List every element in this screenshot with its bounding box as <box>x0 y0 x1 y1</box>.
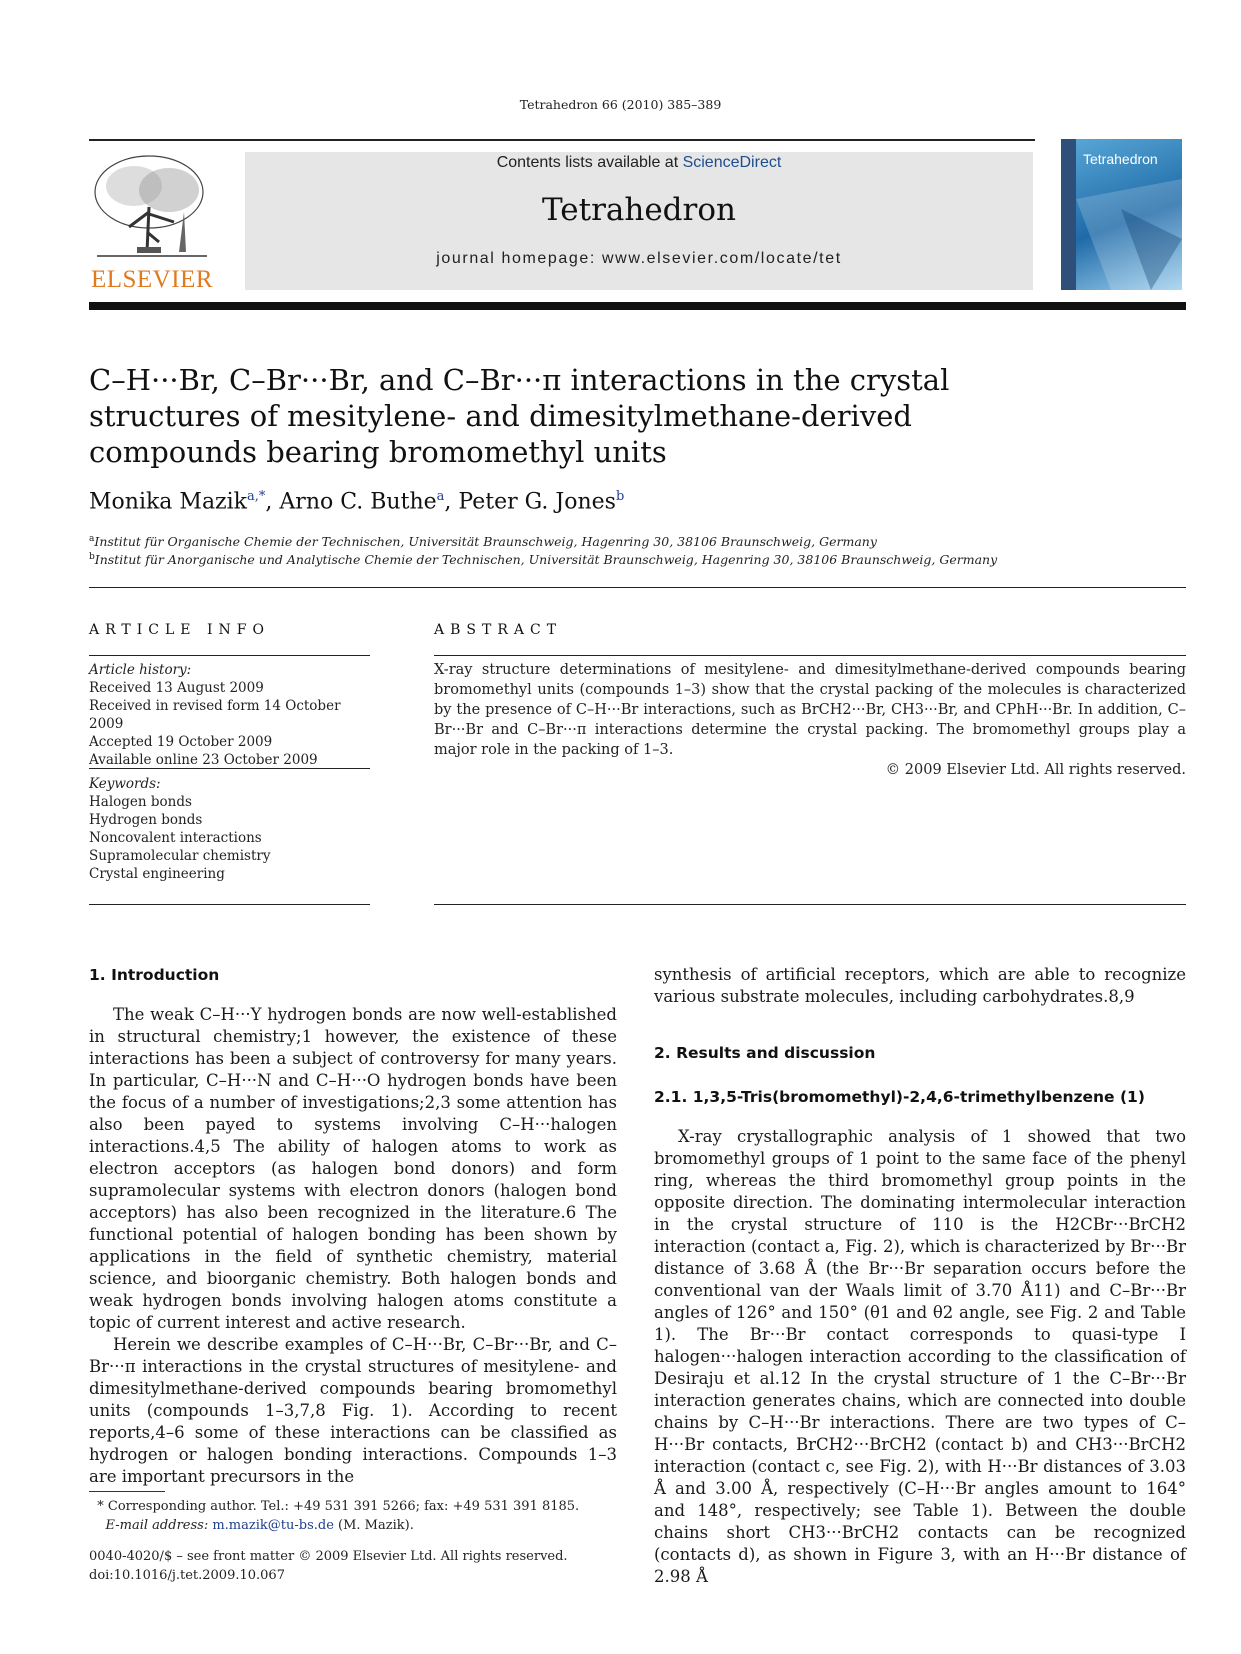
journal-banner <box>245 152 1033 290</box>
section-heading: 2. Results and discussion <box>654 1044 876 1062</box>
author-affil-mark[interactable]: a,* <box>247 489 266 504</box>
author-name: Peter G. Jones <box>458 489 616 515</box>
email-link[interactable]: m.mazik@tu-bs.de <box>212 1518 334 1533</box>
keyword: Noncovalent interactions <box>89 830 262 846</box>
keywords-label: Keywords: <box>89 776 161 792</box>
author-name: Monika Mazik <box>89 489 248 515</box>
email-label: E-mail address: <box>105 1518 213 1533</box>
contents-prefix: Contents lists available at <box>496 154 683 171</box>
author-name: Arno C. Buthe <box>279 489 437 515</box>
divider <box>434 655 1186 656</box>
history-item: Received in revised form 14 October 2009 <box>89 698 341 732</box>
article-history <box>89 661 370 769</box>
affiliation: $^a$Institut für Organische Chemie der Technischen, Universität Braunschweig, Hagenring 30, 38106 Braunschweig, Germany <box>89 534 877 550</box>
front-matter <box>89 1547 568 1585</box>
history-item: Accepted 19 October 2009 <box>89 734 273 750</box>
section-heading: 1. Introduction <box>89 966 220 984</box>
divider <box>434 904 1186 905</box>
footnote-rule <box>89 1491 165 1492</box>
keyword: Supramolecular chemistry <box>89 848 271 864</box>
abstract-copyright: © 2009 Elsevier Ltd. All rights reserved. <box>885 762 1186 778</box>
keyword: Halogen bonds <box>89 794 192 810</box>
divider <box>89 587 1186 588</box>
history-label: Article history: <box>89 662 192 678</box>
paragraph: The weak C–H···Y hydrogen bonds are now well-established in structural chemistry;1 however, the existence of these interactions has been a subject of controversy for many years. In particular, C–H···N and C–H···O hydrogen bonds have been the focus of a number of investigations;2,3 some attention has also been payed to systems involving C–H···halogen interactions.4,5 The ability of halogen atoms to work as electron acceptors (as halogen bond donors) and form supramolecular systems with electron donors (halogen bond acceptors) has also been recognized in the literature.6 The functional potential of halogen bonding has been shown by applications in the field of synthetic chemistry, material science, and bioorganic chemistry. Both halogen bonds and weak hydrogen bonds involving halogen atoms constitute a topic of current interest and active research. <box>89 1005 617 1332</box>
email-suffix: (M. Mazik). <box>333 1518 414 1533</box>
keyword: Crystal engineering <box>89 866 225 882</box>
doi-line[interactable]: doi:10.1016/j.tet.2009.10.067 <box>89 1568 285 1583</box>
divider <box>89 904 370 905</box>
author-affil-mark[interactable]: a <box>436 489 445 504</box>
footnote <box>89 1497 579 1535</box>
history-item: Available online 23 October 2009 <box>89 752 318 768</box>
keyword: Hydrogen bonds <box>89 812 203 828</box>
abstract-text: X-ray structure determinations of mesitylene- and dimesitylmethane-derived compounds bearing bromomethyl units (compounds 1–3) show that the crystal packing of the molecules is characterized by the presence of C–H···Br interactions, such as BrCH2···Br, CH3···Br, and CPhH···Br. In addition, C–Br···Br and C–Br···π interactions determine the crystal packing. The bromomethyl groups play a major role in the packing of 1–3. <box>434 662 1186 758</box>
sciencedirect-link[interactable]: ScienceDirect <box>682 154 782 171</box>
corresponding-author-note: * Corresponding author. Tel.: +49 531 391 5266; fax: +49 531 391 8185. <box>89 1499 580 1514</box>
subsection-heading: 2.1. 1,3,5-Tris(bromomethyl)-2,4,6-trimethylbenzene (1) <box>654 1088 1145 1106</box>
tree-icon <box>89 152 215 264</box>
cover-title: Tetrahedron <box>1083 151 1158 167</box>
affiliation: $^b$Institut für Anorganische und Analytische Chemie der Technischen, Universität Braunschweig, Hagenring 30, 38106 Braunschweig, Germany <box>89 552 998 568</box>
journal-cover[interactable] <box>1061 139 1182 290</box>
abstract-heading: ABSTRACT <box>434 622 563 638</box>
elsevier-logo[interactable] <box>89 152 215 294</box>
keywords <box>89 775 370 883</box>
article-title: C–H···Br, C–Br···Br, and C–Br···π interactions in the crystal structures of mesitylene- and dimesitylmethane-derived compounds bearing bromomethyl units <box>89 363 950 469</box>
article-info-heading: ARTICLE INFO <box>89 622 270 638</box>
paragraph: synthesis of artificial receptors, which are able to recognize various substrate molecules, including carbohydrates.8,9 <box>654 965 1186 1006</box>
issn-line: 0040-4020/$ – see front matter © 2009 Elsevier Ltd. All rights reserved. <box>89 1549 568 1564</box>
paragraph: Herein we describe examples of C–H···Br, C–Br···Br, and C–Br···π interactions in the crystal structures of mesitylene- and dimesitylmethane-derived compounds bearing bromomethyl units (compounds 1–3,7,8 Fig. 1). According to recent reports,4–6 some of these interactions can be classified as hydrogen or halogen bonding interactions. Compounds 1–3 are important precursors in the <box>89 1335 617 1486</box>
author-list: Monika Mazik$^{a,*}$, Arno C. Buthe$^a$, Peter G. Jones$^b$ <box>89 489 625 515</box>
elsevier-wordmark: ELSEVIER <box>90 266 214 293</box>
header-bottom-rule <box>89 302 1186 310</box>
divider <box>89 768 370 769</box>
header-top-rule <box>89 139 1035 141</box>
contents-line <box>245 154 1033 172</box>
author-affil-mark[interactable]: b <box>615 489 625 504</box>
journal-homepage[interactable]: journal homepage: www.elsevier.com/locate/tet <box>436 250 842 267</box>
journal-name: Tetrahedron <box>542 192 736 228</box>
divider <box>89 655 370 656</box>
left-column <box>89 964 617 1488</box>
journal-reference: Tetrahedron 66 (2010) 385–389 <box>519 97 722 112</box>
right-column <box>654 964 1186 1588</box>
paragraph: X-ray crystallographic analysis of 1 showed that two bromomethyl groups of 1 point to the same face of the phenyl ring, whereas the third bromomethyl group points in the opposite direction. The dominating intermolecular interaction in the crystal structure of 110 is the H2CBr···BrCH2 interaction (contact a, Fig. 2), which is characterized by Br···Br distance of 3.68 Å (the Br···Br separation occurs before the conventional van der Waals limit of 3.70 Å11) and C–Br···Br angles of 126° and 150° (θ1 and θ2 angle, see Fig. 2 and Table 1). The Br···Br contact corresponds to quasi-type I halogen···halogen interaction according to the classification of Desiraju et al.12 In the crystal structure of 1 the C–Br···Br interaction generates chains, which are connected into double chains by C–H···Br interactions. There are two types of C–H···Br contacts, BrCH2···BrCH2 (contact b) and CH3···BrCH2 interaction (contact c, see Fig. 2), with H···Br distances of 3.03 Å and 3.00 Å, respectively (C–H···Br angles amount to 164° and 148°, respectively; see Table 1). Between the double chains short CH3···BrCH2 contacts can be recognized (contacts d), as shown in Figure 3, with an H···Br distance of 2.98 Å <box>654 1127 1186 1586</box>
history-item: Received 13 August 2009 <box>89 680 264 696</box>
